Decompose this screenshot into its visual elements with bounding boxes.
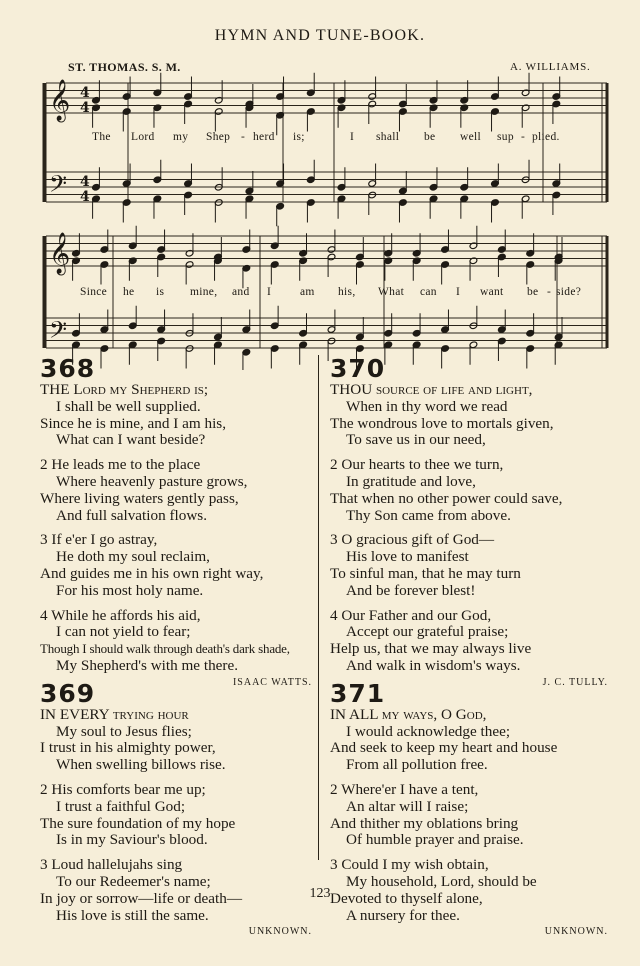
verse [40, 782, 312, 849]
lyric-syllable: The [92, 131, 111, 143]
verse-line: That when no other power could save, [330, 489, 563, 507]
treble-clef: 𝄞 [49, 80, 71, 121]
verse-line-text: O gracious gift of God— [341, 531, 495, 549]
verse [330, 707, 608, 774]
verse-line: My soul to Jesus flies; [56, 722, 192, 740]
verse [330, 532, 608, 599]
hymn-number: 370 [330, 354, 386, 383]
hymn-370 [330, 355, 608, 688]
tune-composer: A. WILLIAMS. [510, 61, 591, 73]
verse-line: I trust a faithful God; [56, 797, 186, 815]
hymn-author: UNKNOWN. [248, 926, 312, 938]
lyric-syllable: and [232, 286, 250, 298]
verse-line: Is in my Saviour's blood. [56, 831, 208, 849]
lyric-syllable: Lord [131, 131, 155, 143]
verse-line-text: IN EVERY trying hour [40, 705, 189, 723]
verse-line [40, 382, 312, 399]
verse-number: 2 [330, 456, 338, 474]
verse [40, 457, 312, 524]
verse-line: The wondrous love to mortals given, [330, 414, 554, 432]
lyric-syllable: side? [556, 286, 582, 298]
verse [330, 782, 608, 849]
lyric-syllable: Since [80, 286, 108, 298]
verse-number: 3 [40, 856, 48, 874]
verse-line-text: THE Lord my Shepherd is; [40, 381, 209, 398]
verse-line: Devoted to thyself alone, [330, 889, 483, 907]
verse-number: 3 [40, 531, 48, 549]
verse-line-text: He leads me to the place [51, 456, 201, 474]
verse-line-text: Where'er I have a tent, [341, 780, 479, 798]
bass-clef: 𝄢 [49, 316, 68, 349]
treble-clef: 𝄞 [49, 233, 71, 274]
lyric-syllable: I [350, 131, 355, 143]
verse-number: 4 [40, 606, 48, 624]
verse-line: I shall be well supplied. [56, 397, 201, 415]
verse-number: 2 [330, 780, 338, 798]
verse [40, 707, 312, 774]
verse-line: From all pollution free. [346, 756, 488, 774]
lyric-syllable: mine, [190, 286, 218, 298]
verse-line: The sure foundation of my hope [40, 814, 236, 832]
right-column [330, 355, 608, 937]
verse-line [330, 382, 608, 399]
verse-line: And thither my oblations bring [330, 814, 519, 832]
verse-line: And guides me in his own right way, [40, 564, 264, 582]
verse-number: 2 [40, 456, 48, 474]
verse-line: I can not yield to fear; [56, 623, 191, 641]
verse-line: A nursery for thee. [346, 906, 460, 924]
time-signature: 4 [80, 189, 90, 205]
verse-line: When in thy word we read [346, 397, 508, 415]
verse-number: 3 [330, 856, 338, 874]
verse-line: For his most holy name. [56, 581, 204, 599]
lyric-syllable: my [173, 131, 189, 143]
lyric-syllable: is; [293, 131, 305, 143]
lyrics-line-2 [0, 286, 640, 302]
lyric-syllable: I [456, 286, 461, 298]
time-signature: 4 [80, 100, 90, 116]
verse-line: Thy Son came from above. [346, 506, 511, 524]
verse-line [330, 457, 608, 474]
lyric-syllable: be [527, 286, 539, 298]
verse [330, 457, 608, 524]
lyric-hyphen: - [547, 286, 552, 298]
verse-line-text: Our Father and our God, [341, 606, 492, 624]
lyric-syllable: be [424, 131, 436, 143]
lyric-syllable: herd [253, 131, 275, 143]
hymn-number: 371 [330, 678, 386, 708]
lyrics-line-1 [0, 131, 640, 147]
verse [40, 382, 312, 449]
verse-line-text: Loud hallelujahs sing [51, 856, 183, 874]
verse-line [40, 608, 312, 625]
verse-line: To save us in our need, [346, 431, 486, 449]
music-score [0, 0, 640, 370]
verse-number: 2 [40, 780, 48, 798]
clefs [49, 79, 90, 349]
bass-clef: 𝄢 [49, 170, 68, 203]
verse-line: And full salvation flows. [56, 506, 208, 524]
lyric-syllable: Shep [206, 131, 231, 143]
tune-name: ST. THOMAS. S. M. [68, 60, 181, 74]
column-divider [318, 355, 319, 860]
lyric-syllable: want [480, 286, 504, 298]
lyric-hyphen: - [521, 131, 526, 143]
verse-number: 4 [330, 606, 338, 624]
verse-line [40, 857, 312, 874]
lyric-syllable: plied. [532, 131, 560, 143]
verse-line-text: THOU source of life and light, [330, 381, 533, 398]
verse-line: My household, Lord, should be [346, 872, 537, 890]
verse-line [330, 857, 608, 874]
page-number: 123 [309, 886, 331, 901]
verse-line: An altar will I raise; [346, 797, 469, 815]
lyric-hyphen: - [241, 131, 246, 143]
verse-line: When swelling billows rise. [56, 756, 226, 774]
verse-number: 3 [330, 531, 338, 549]
verse-line [40, 707, 312, 724]
verse [40, 532, 312, 599]
verse-line: Of humble prayer and praise. [346, 831, 524, 849]
verse-line [330, 782, 608, 799]
hymn-368 [40, 355, 312, 688]
hymn-number: 369 [40, 678, 96, 708]
verse-line: And seek to keep my heart and house [330, 739, 558, 757]
verse-line: Accept our grateful praise; [346, 623, 509, 641]
verse-line: What can I want beside? [56, 431, 206, 449]
verse-line-text: Our hearts to thee we turn, [341, 456, 504, 474]
verse [330, 608, 608, 675]
verse [330, 382, 608, 449]
verse-line [330, 532, 608, 549]
lyric-syllable: sup [497, 131, 514, 143]
verse-line [40, 782, 312, 799]
hymn-author: UNKNOWN. [544, 926, 608, 938]
hymn-author: ISAAC WATTS. [232, 676, 312, 688]
verse-line-text: If e'er I go astray, [51, 531, 158, 549]
hymn-author: J. C. TULLY. [542, 676, 608, 688]
lyric-syllable: can [420, 286, 437, 298]
lyric-syllable: shall [376, 131, 400, 143]
verse-line: I trust in his almighty power, [40, 739, 216, 757]
verse-line: My Shepherd's with me there. [56, 656, 238, 674]
lyric-syllable: he [123, 286, 135, 298]
verse-line [330, 608, 608, 625]
verse-line [40, 457, 312, 474]
verse-line: To sinful man, that he may turn [330, 564, 521, 582]
verse-line: Though I should walk through death's dark shade, [40, 641, 290, 657]
verse-line [40, 532, 312, 549]
verse-line: His love to manifest [346, 548, 469, 566]
lyric-syllable: his, [338, 286, 356, 298]
verse-line: Help us, that we may always live [330, 640, 532, 658]
staff-lines [46, 83, 607, 348]
hymn-number: 368 [40, 354, 96, 383]
verse-line: He doth my soul reclaim, [56, 548, 210, 566]
verse-line: To our Redeemer's name; [56, 872, 211, 890]
verse-line: And be forever blest! [346, 581, 476, 599]
verse-line [330, 707, 608, 724]
lyric-syllable: well [460, 131, 481, 143]
verse-line: Since he is mine, and I am his, [40, 414, 227, 432]
lyric-syllable: What [378, 286, 405, 298]
time-signature: 4 [80, 174, 90, 190]
verse-line: Where living waters gently pass, [40, 489, 239, 507]
verse-line-text: Could I my wish obtain, [341, 856, 489, 874]
verse [40, 608, 312, 675]
lyric-syllable: am [300, 286, 315, 298]
verse-line: I would acknowledge thee; [346, 722, 511, 740]
verse-line: His love is still the same. [56, 906, 209, 924]
running-header: HYMN AND TUNE-BOOK. [214, 27, 426, 44]
verse-line-text: His comforts bear me up; [51, 780, 206, 798]
verse-line: Where heavenly pasture grows, [56, 472, 248, 490]
time-signature: 4 [80, 85, 90, 101]
verse-line: In joy or sorrow—life or death— [40, 889, 243, 907]
verse-line-text: While he affords his aid, [51, 606, 201, 624]
lyric-syllable: I [267, 286, 272, 298]
verse-line: And walk in wisdom's ways. [346, 656, 521, 674]
left-column [40, 355, 312, 937]
lyric-syllable: is [156, 286, 165, 298]
verse-line-text: IN ALL my ways, O God, [330, 705, 487, 723]
verse-line: In gratitude and love, [346, 472, 476, 490]
